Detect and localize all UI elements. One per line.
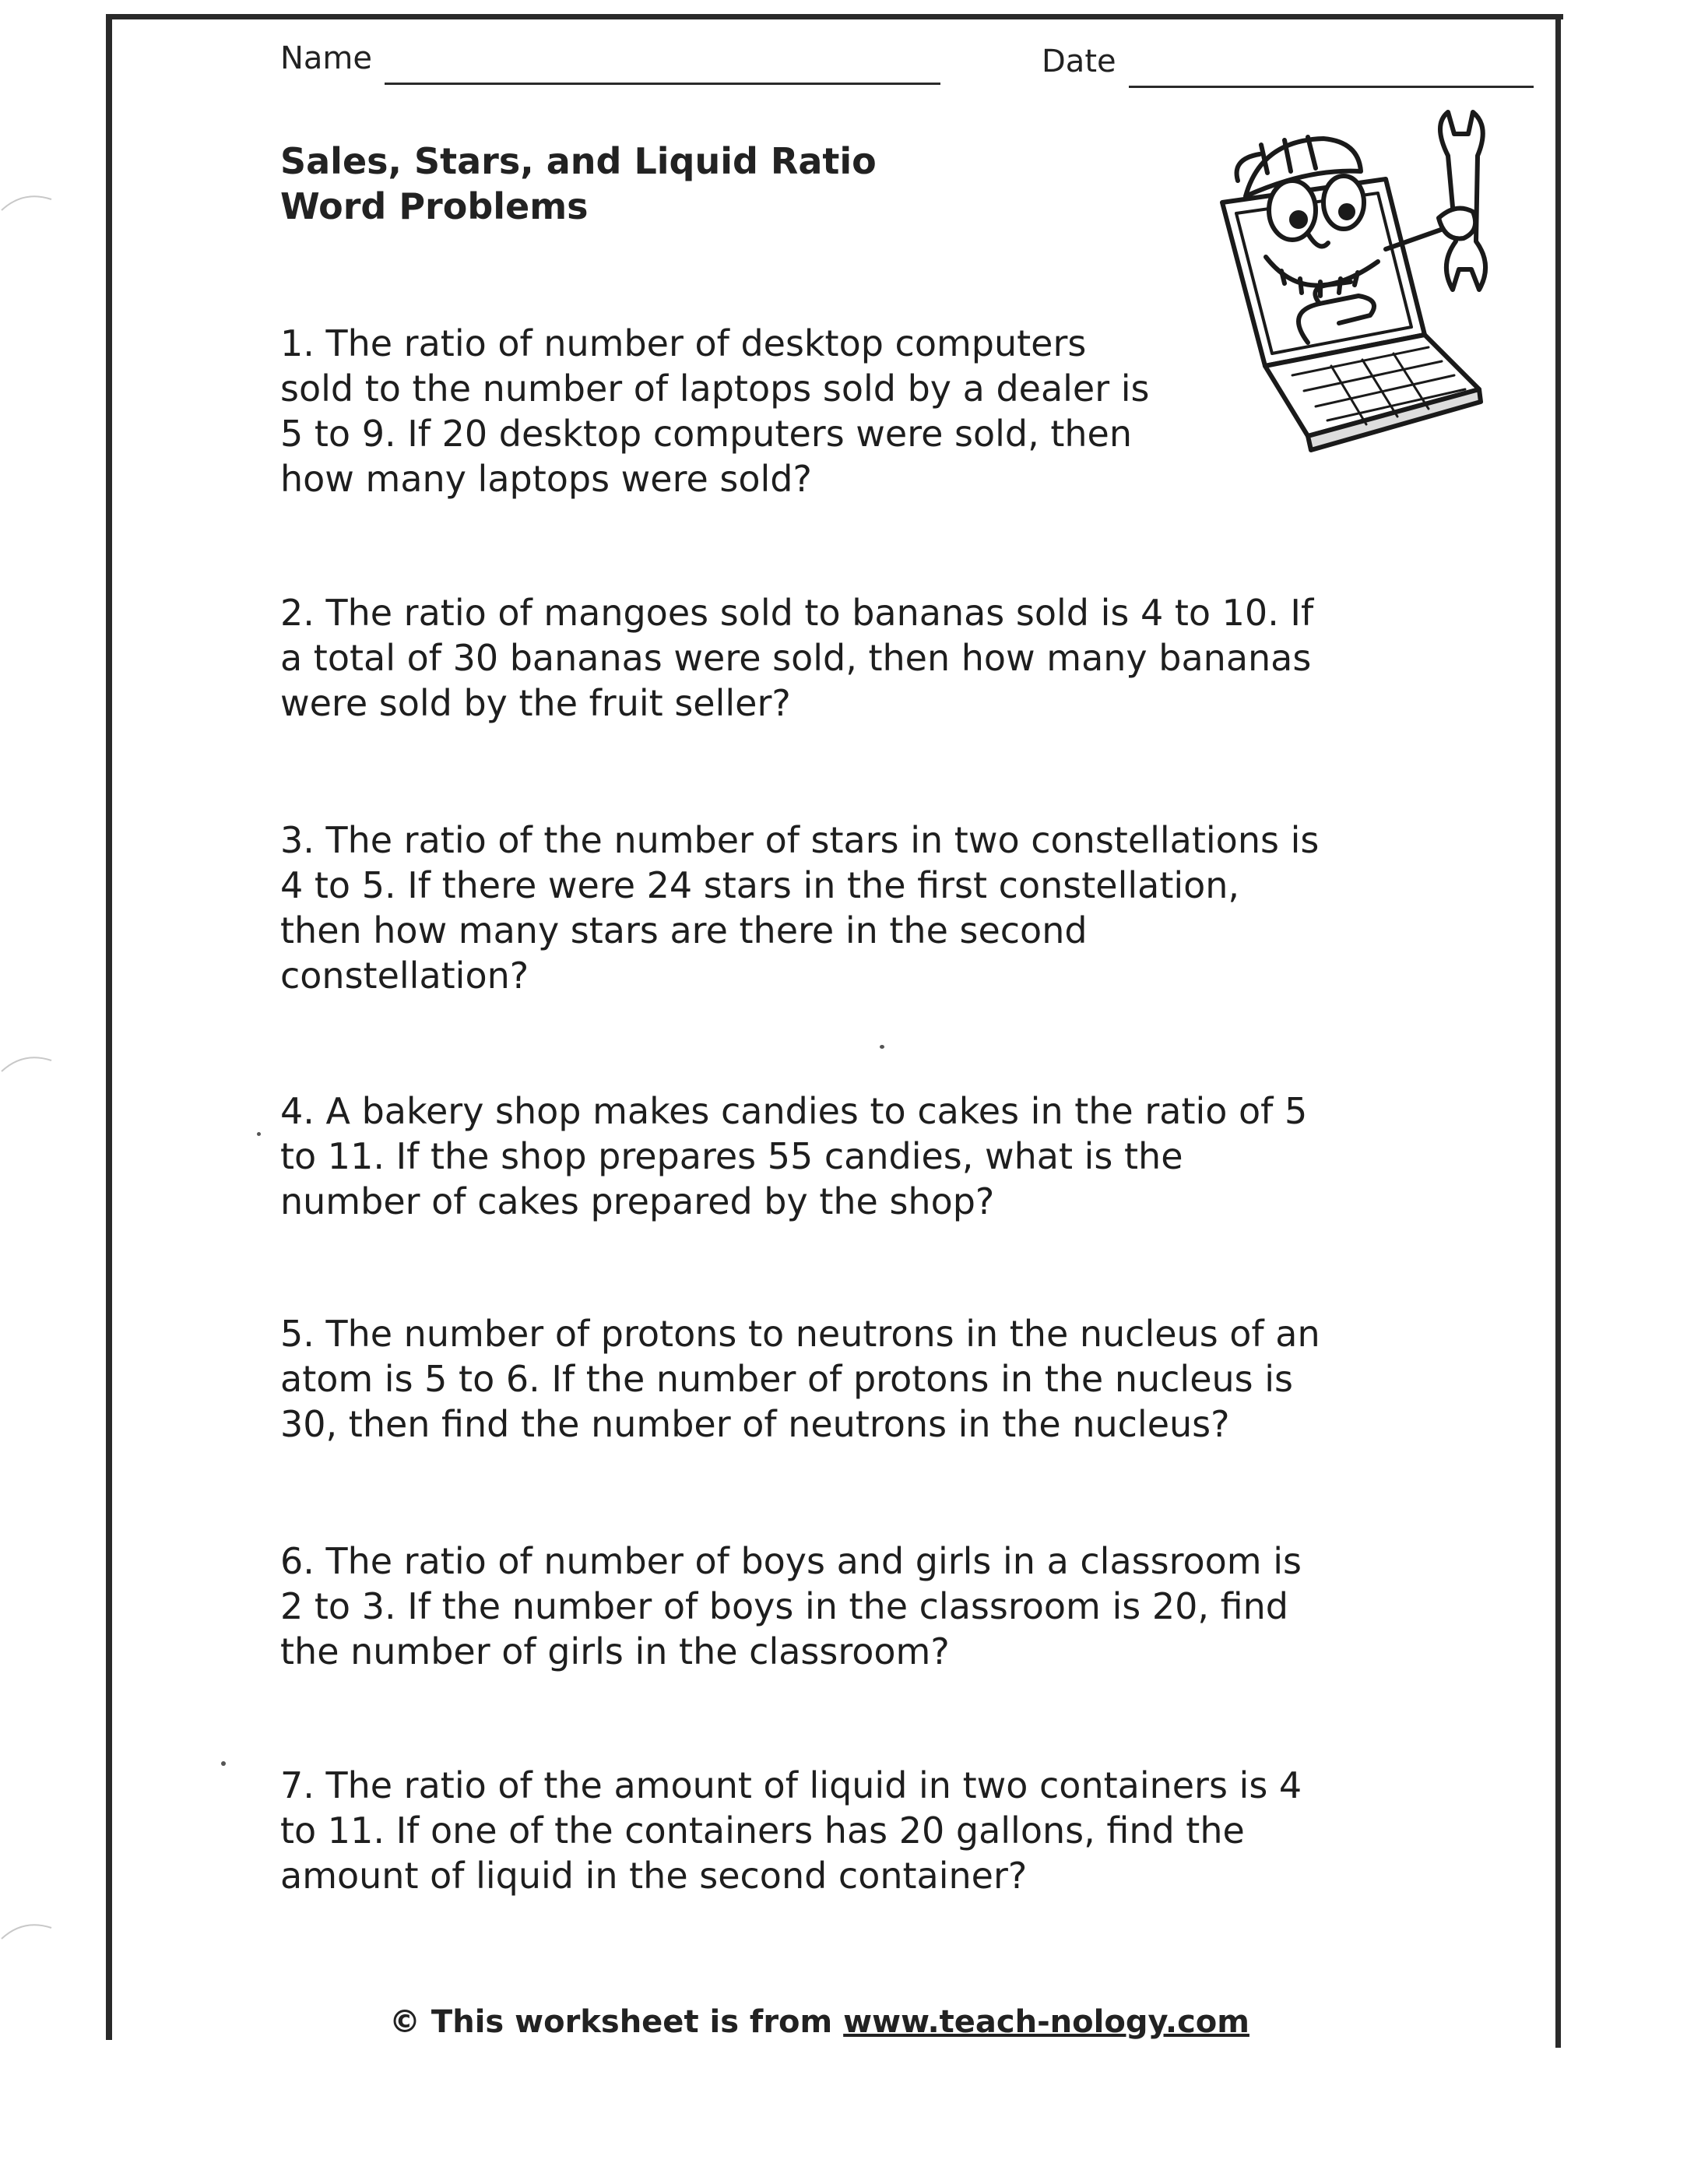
page-border-left [106, 14, 112, 2040]
laptop-mascot-wrench-icon [1191, 109, 1534, 475]
title-line-1: Sales, Stars, and Liquid Ratio [280, 140, 877, 182]
footer-copyright: © This worksheet is from [389, 2004, 844, 2040]
binder-hole-mark [0, 184, 54, 215]
problem-1: 1. The ratio of number of desktop computers sold to the number of laptops sold by a dealer is 5 to 9. If 20 desktop computers were sold, then how many laptops were sold? [280, 322, 1150, 500]
name-label: Name [280, 40, 373, 76]
page-border-top [106, 14, 1563, 19]
scan-speck [221, 1761, 226, 1766]
scan-speck [880, 1045, 884, 1049]
binder-hole-mark [0, 1912, 54, 1943]
problem-7: 7. The ratio of the amount of liquid in two containers is 4 to 11. If one of the containers has 20 gallons, find the amount of liquid in the second container? [280, 1764, 1302, 1897]
scan-speck [257, 1132, 261, 1136]
binder-hole-mark [0, 1045, 54, 1076]
date-label: Date [1042, 44, 1116, 79]
page-border-right [1555, 14, 1561, 2048]
footer-url-link[interactable]: www.teach-nology.com [843, 2004, 1249, 2040]
title-line-2: Word Problems [280, 185, 589, 227]
problem-5: 5. The number of protons to neutrons in the nucleus of an atom is 5 to 6. If the number of protons in the nucleus is 30, then find the number of neutrons in the nucleus? [280, 1313, 1320, 1445]
date-field-line[interactable] [1129, 86, 1534, 88]
problem-6: 6. The ratio of number of boys and girls in a classroom is 2 to 3. If the number of boys in the classroom is 20, find the number of girls in the classroom? [280, 1540, 1302, 1672]
problem-3: 3. The ratio of the number of stars in two constellations is 4 to 5. If there were 24 stars in the first constellation, then how many stars are there in the second constellation? [280, 819, 1320, 997]
name-field-line[interactable] [385, 83, 940, 85]
problem-2: 2. The ratio of mangoes sold to bananas sold is 4 to 10. If a total of 30 bananas were sold, then how many bananas were sold by the fruit seller? [280, 592, 1314, 724]
problem-4: 4. A bakery shop makes candies to cakes in the ratio of 5 to 11. If the shop prepares 55 candies, what is the number of cakes prepared by the shop? [280, 1090, 1308, 1222]
worksheet-title [280, 139, 877, 229]
worksheet-footer [389, 2004, 1249, 2040]
header-row [0, 40, 1687, 95]
